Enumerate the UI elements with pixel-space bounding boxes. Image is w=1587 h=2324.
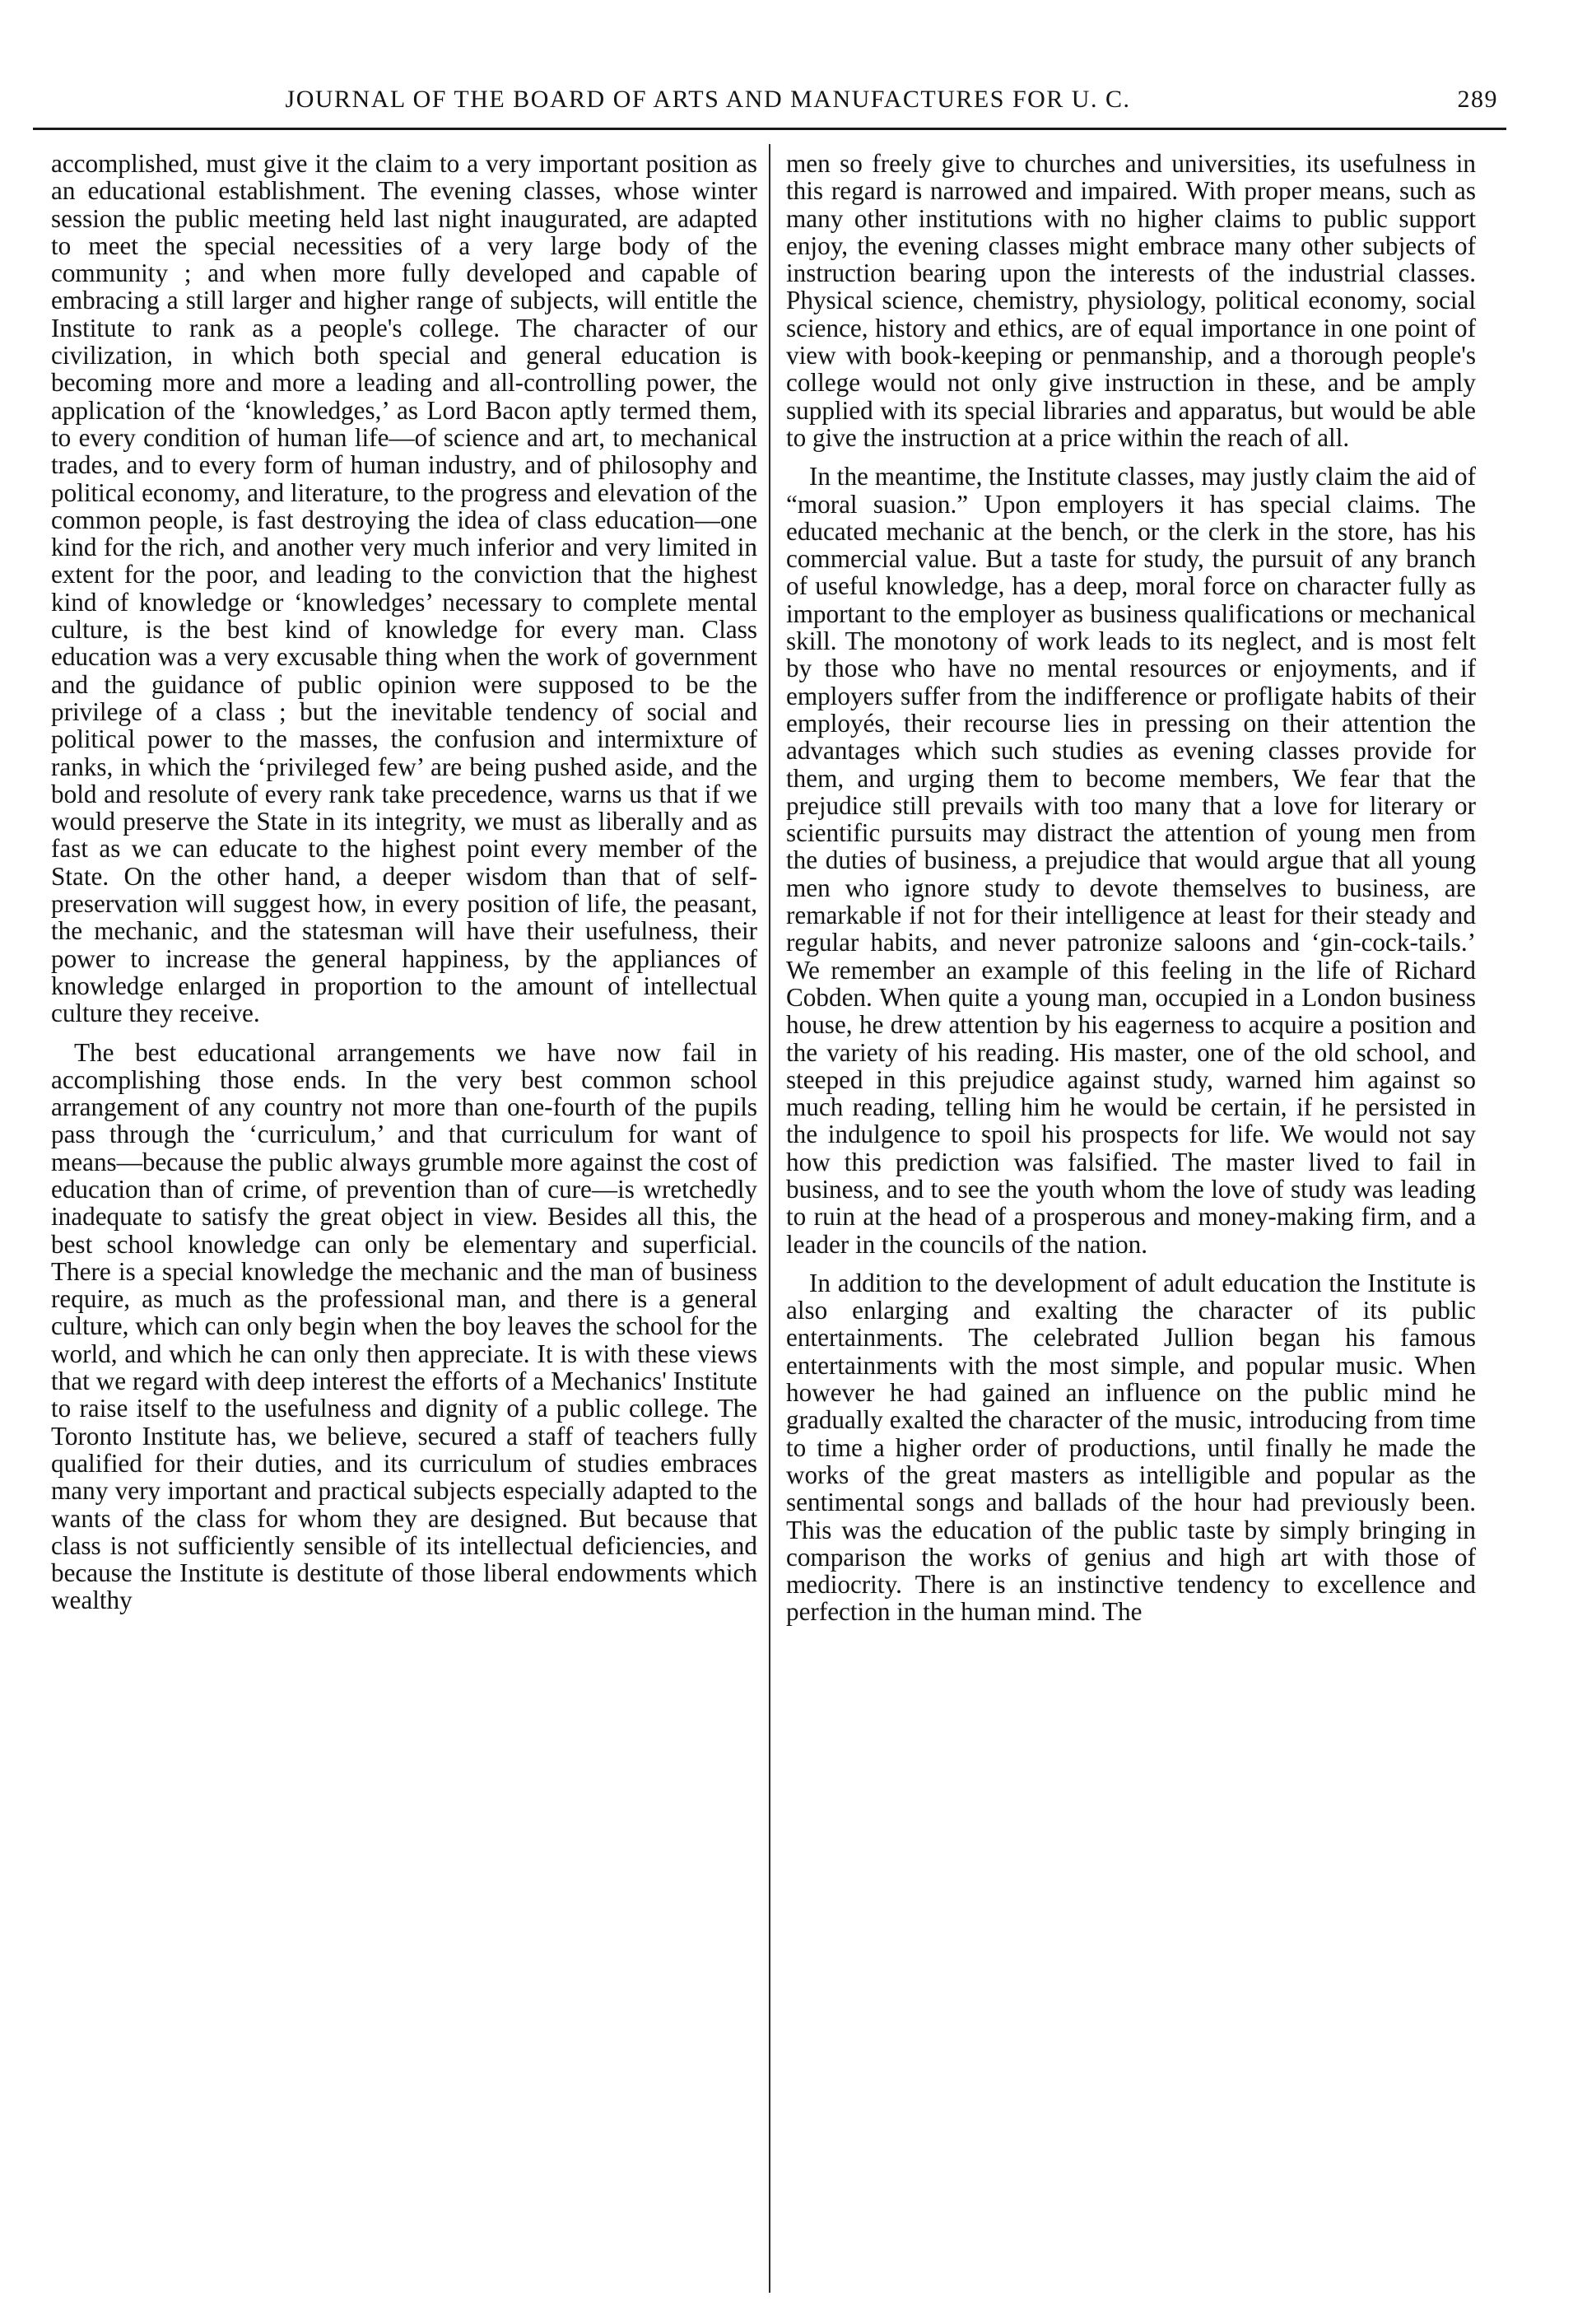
paragraph: The best educational arrangements we have now fail in accomplishing those ends. In the very best common school arrangement of any country not more than one-fourth of the pupils pass through the ‘curriculum,’ and that curriculum for want of means—because the public always grumble more against the cost of education than of crime, of prevention than of cure—is wretchedly inadequate to satisfy the great object in view. Besides all this, the best school knowledge can only be elementary and superficial. There is a special knowledge the mechanic and the man of business require, as much as the professional man, and there is a general culture, which can only begin when the boy leaves the school for the world, and which he can only then appreciate. It is with these views that we regard with deep interest the efforts of a Mechanics' Institute to raise itself to the usefulness and dignity of a public college. The Toronto Institute has, we believe, secured a staff of teachers fully qualified for their duties, and its curriculum of studies embraces many very important and practical subjects especially adapted to the wants of the class for whom they are designed. But because that class is not sufficiently sensible of its intellectual deficiencies, and because the Institute is destitute of those liberal endowments which wealthy [51, 1037, 757, 1615]
paragraph: In the meantime, the Institute classes, may justly claim the aid of “moral suasion.” Upon employers it has special claims. The educated mechanic at the bench, or the clerk in the store, has his commercial value. But a taste for study, the pursuit of any branch of useful knowledge, has a deep, moral force on character fully as important to the employer as business qualifications or mechanical skill. The monotony of work leads to its neglect, and is most felt by those who have no mental resources or enjoyments, and if employers suffer from the indifference or profligate habits of their employés, their recourse lies in pressing on their attention the advantages which such studies as evening classes provide for them, and urging them to become members, We fear that the prejudice still prevails with too many that a love for literary or scientific pursuits may distract the attention of young men from the duties of business, a prejudice that would argue that all young men who ignore study to devote themselves to business, are remarkable if not for their intelligence at least for their steady and regular habits, and never patronize saloons and ‘gin-cock-tails.’ We remember an example of this feeling in the life of Richard Cobden. When quite a young man, occupied in a London business house, he drew attention by his eagerness to acquire a position and the variety of his reading. His master, one of the old school, and steeped in this prejudice against study, warned him against so much reading, telling him he would be certain, if he persisted in the indulgence to spoil his prospects for life. We would not say how this prediction was falsified. The master lived to fail in business, and to see the youth whom the love of study was leading to ruin at the head of a prosperous and money-making firm, and a leader in the councils of the nation. [786, 462, 1476, 1259]
right-column [786, 150, 1476, 1626]
paragraph: accomplished, must give it the claim to a very important position as an educational establishment. The evening classes, whose winter session the public meeting held last night inaugurated, are adapted to meet the special necessities of a very large body of the community ; and when more fully developed and capable of embracing a still larger and higher range of subjects, will entitle the Institute to rank as a people's college. The character of our civilization, in which both special and general education is becoming more and more a leading and all-controlling power, the application of the ‘knowledges,’ as Lord Bacon aptly termed them, to every condition of human life—of science and art, to mechanical trades, and to every form of human industry, and of philosophy and political economy, and literature, to the progress and elevation of the common people, is fast destroying the idea of class education—one kind for the rich, and another very much inferior and very limited in extent for the poor, and leading to the conviction that the highest kind of knowledge or ‘knowledges’ necessary to complete mental culture, is the best kind of knowledge for every man. Class education was a very excusable thing when the work of government and the guidance of public opinion were supposed to be the privilege of a class ; but the inevitable tendency of social and political power to the masses, the confusion and intermixture of ranks, in which the ‘privileged few’ are being pushed aside, and the bold and resolute of every rank take precedence, warns us that if we would preserve the State in its integrity, we must as liberally and as fast as we can educate to the highest point every member of the State. On the other hand, a deeper wisdom than that of self-preservation will suggest how, in every position of life, the peasant, the mechanic, and the statesman will have their usefulness, their power to increase the general happiness, by the appliances of knowledge enlarged in proportion to the amount of intellectual culture they receive. [51, 149, 757, 1028]
column-divider [769, 144, 770, 2293]
running-head [49, 76, 1498, 125]
header-rule [33, 128, 1506, 130]
left-column [51, 150, 757, 1614]
page-number: 289 [1457, 86, 1498, 113]
journal-title: JOURNAL OF THE BOARD OF ARTS AND MANUFACTURES FOR U. C. [285, 86, 1131, 113]
paragraph: In addition to the development of adult education the Institute is also enlarging and exalting the character of its public entertainments. The celebrated Jullion began his famous entertainments with the most simple, and popular music. When however he had gained an influence on the public mind he gradually exalted the character of the music, introducing from time to time a higher order of productions, until finally he made the works of the great masters as intelligible and popular as the sentimental songs and ballads of the hour had previously been. This was the education of the public taste by simply bringing in comparison the works of genius and high art with those of mediocrity. There is an instinctive tendency to excellence and perfection in the human mind. The [786, 1268, 1476, 1627]
paragraph: men so freely give to churches and universities, its usefulness in this regard is narrowed and impaired. With proper means, such as many other institutions with no higher claims to public support enjoy, the evening classes might embrace many other subjects of instruction bearing upon the interests of the industrial classes. Physical science, chemistry, physiology, political economy, social science, history and ethics, are of equal importance in one point of view with book-keeping or penmanship, and a thorough people's college would not only give instruction in these, and be amply supplied with its special libraries and apparatus, but would be able to give the instruction at a price within the reach of all. [786, 149, 1476, 452]
